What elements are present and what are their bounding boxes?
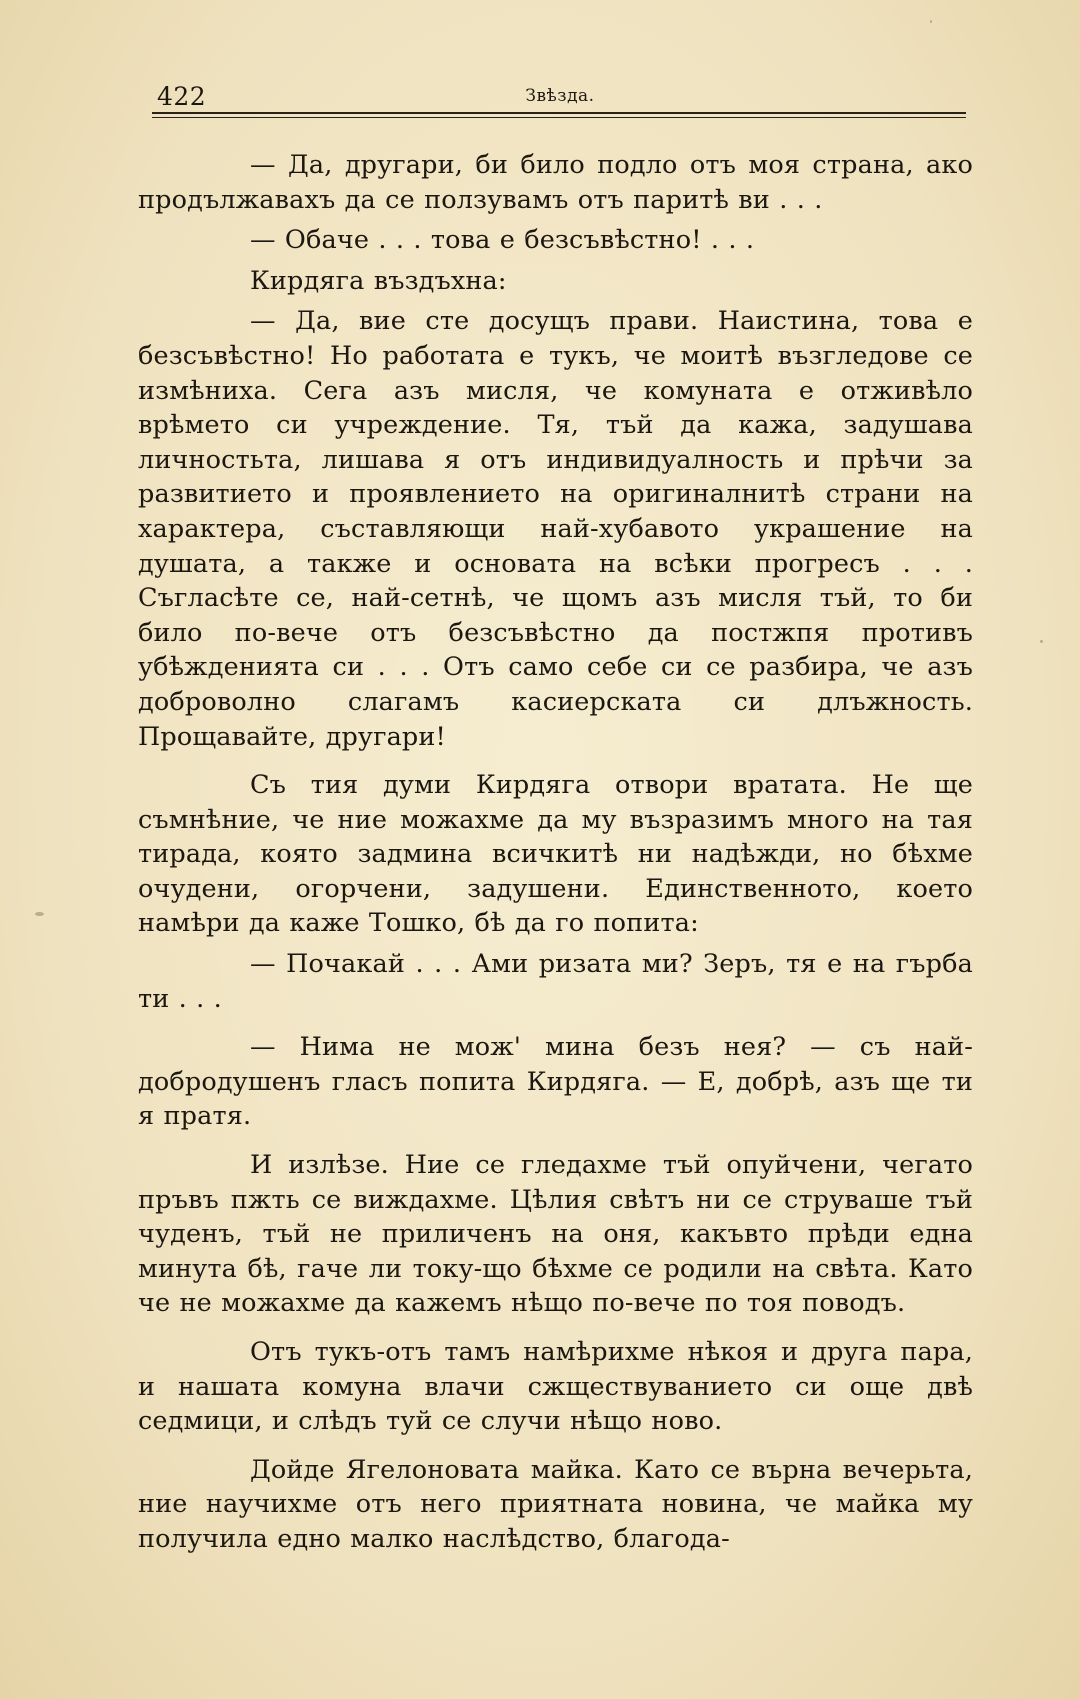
paragraph: Дойде Ягелоновата майка. Като се върна вечерьта, ние научихме отъ него приятната новина, че майка му получила едно малко наслѣдство, благода- <box>138 1454 973 1554</box>
page-number: 422 <box>157 82 207 111</box>
paper-speck <box>35 912 44 916</box>
header-rule-thick <box>152 112 966 114</box>
paragraph: — Обаче . . . това е безсъвѣстно! . . . <box>250 225 755 256</box>
paragraph: И излѣзе. Ние се гледахме тъй опуйчени, чегато пръвъ пжть се виждахме. Цѣлия свѣтъ ни се струваше тъй чуденъ, тъй не приличенъ на оня, какъвто прѣди една минута бѣ, гаче ли току-що бѣхме се родили на свѣта. Като че не можахме да кажемъ нѣщо по-вече по тоя поводъ. <box>138 1150 973 1319</box>
paragraph: Съ тия думи Кирдяга отвори вратата. Не ще съмнѣние, че ние можахме да му възразимъ много на тая тирада, която задмина всичкитѣ ни надѣжди, но бѣхме очудени, огорчени, задушени. Единственното, което намѣри да каже Тошко, бѣ да го попита: <box>138 770 973 939</box>
running-title: Звѣзда. <box>525 86 595 106</box>
paper-speck <box>1040 640 1043 643</box>
paragraph: — Нима не мож' мина безъ нея? — съ най-добродушенъ гласъ попита Кирдяга. — Е, добрѣ, азъ ще ти я пратя. <box>138 1032 973 1132</box>
paragraph: — Да, другари, би било подло отъ моя страна, ако продължавахъ да се ползувамъ отъ паритѣ ви . . . <box>138 150 973 215</box>
body-text <box>138 148 973 1563</box>
page-header <box>155 82 965 112</box>
paragraph: Кирдяга въздъхна: <box>250 265 507 296</box>
header-rule-thin <box>152 117 966 118</box>
paragraph: Отъ тукъ-отъ тамъ намѣрихме нѣкоя и друга пара, и нашата комуна влачи сжществуванието си още двѣ седмици, и слѣдъ туй се случи нѣщо ново. <box>138 1337 973 1437</box>
paragraph: — Да, вие сте досущъ прави. Наистина, това е безсъвѣстно! Но работата е тукъ, че моитѣ възгледове се измѣниха. Сега азъ мисля, че комуната е отживѣло врѣмето си учреждение. Тя, тъй да кажа, задушава личностьта, лишава я отъ индивидуалность и прѣчи за развитието и проявлението на оригиналнитѣ страни на характера, съставляющи най-хубавото украшение на душата, а также и основата на всѣки прогресъ . . . Съгласѣте се, най-сетнѣ, че щомъ азъ мисля тъй, то би било по-вече отъ безсъвѣстно да постжпя противъ убѣжденията си . . . Отъ само себе си се разбира, че азъ доброволно слагамъ касиерската си длъжность. Прощавайте, другари! <box>138 306 973 752</box>
paragraph: — Почакай . . . Ами ризата ми? Зеръ, тя е на гърба ти . . . <box>138 949 973 1014</box>
paper-speck <box>930 20 932 23</box>
